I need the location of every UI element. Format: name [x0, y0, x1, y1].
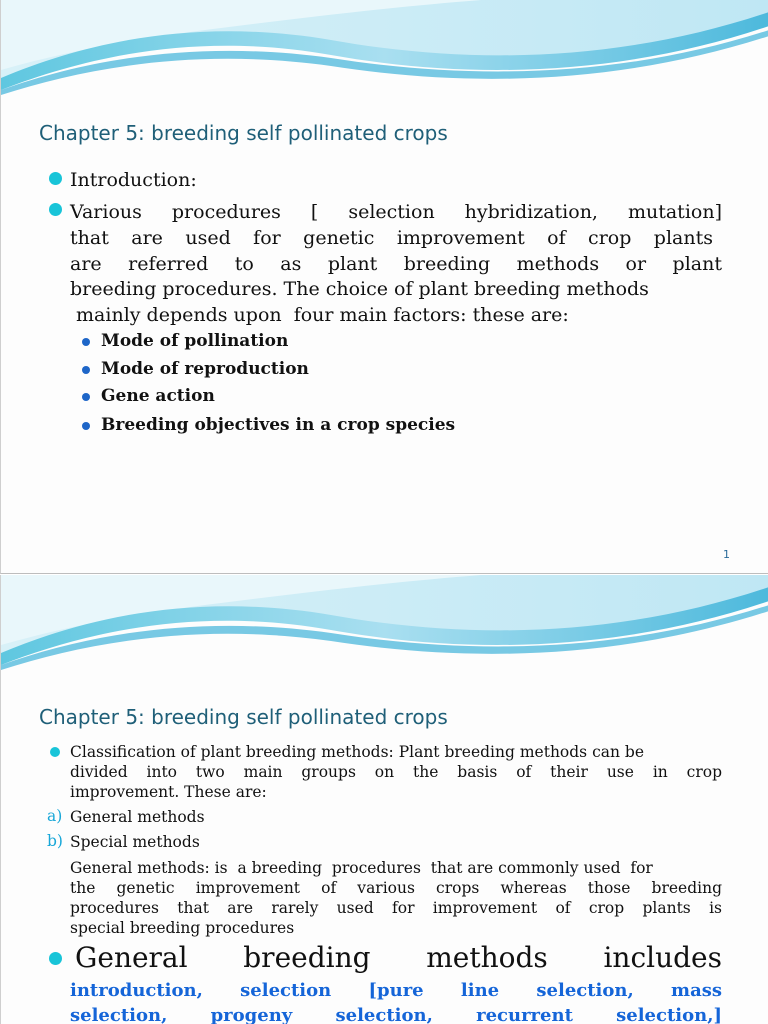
paragraph-line: breeding procedures. The choice of plant breeding methods [70, 278, 649, 300]
definition-line: General methods: is a breeding procedures that are commonly used for [70, 859, 653, 877]
list-item: Special methods [70, 833, 200, 851]
paragraph-line: mainly depends upon four main factors: these are: [70, 304, 569, 326]
factor-item: Mode of pollination [101, 331, 289, 351]
slide-title: Chapter 5: breeding self pollinated crops [39, 705, 448, 729]
slide-title: Chapter 5: breeding self pollinated crops [39, 121, 448, 145]
definition-line: the genetic improvement of various crops whereas those breeding [70, 879, 722, 897]
classification-line: divided into two main groups on the basis of their use in crop [70, 763, 722, 781]
intro-heading: Introduction: [70, 169, 197, 191]
methods-list-line: selection, progeny selection, recurrent selection,] [70, 1005, 722, 1024]
page-number: 1 [723, 548, 730, 561]
paragraph-line: are referred to as plant breeding methods or plant [70, 253, 722, 275]
sub-bullet-icon [82, 338, 90, 346]
definition-line: special breeding procedures [70, 919, 295, 937]
paragraph-line: that are used for genetic improvement of crop plants [70, 227, 713, 249]
header-wave-decoration [1, 0, 768, 95]
factor-item: Mode of reproduction [101, 359, 309, 379]
bullet-icon [50, 747, 60, 757]
classification-line: Classification of plant breeding methods: Plant breeding methods can be [70, 743, 644, 761]
list-label: a) [47, 807, 63, 825]
header-wave-decoration [1, 575, 768, 670]
list-label: b) [47, 832, 63, 850]
sub-bullet-icon [82, 366, 90, 374]
definition-line: procedures that are rarely used for improvement of crop plants is [70, 899, 722, 917]
paragraph-line: Various procedures [ selection hybridization, mutation] [70, 201, 722, 223]
list-item: General methods [70, 808, 205, 826]
sub-bullet-icon [82, 393, 90, 401]
slide-2 [0, 575, 768, 1024]
factor-item: Breeding objectives in a crop species [101, 415, 456, 435]
sub-bullet-icon [82, 422, 90, 430]
methods-list-line: introduction, selection [pure line selection, mass [70, 980, 722, 1001]
bullet-icon [49, 172, 62, 185]
bullet-icon [49, 203, 62, 216]
classification-line: improvement. These are: [70, 783, 267, 801]
bullet-icon [49, 952, 62, 965]
factor-item: Gene action [101, 386, 215, 406]
general-methods-heading: General breeding methods includes [75, 941, 722, 974]
